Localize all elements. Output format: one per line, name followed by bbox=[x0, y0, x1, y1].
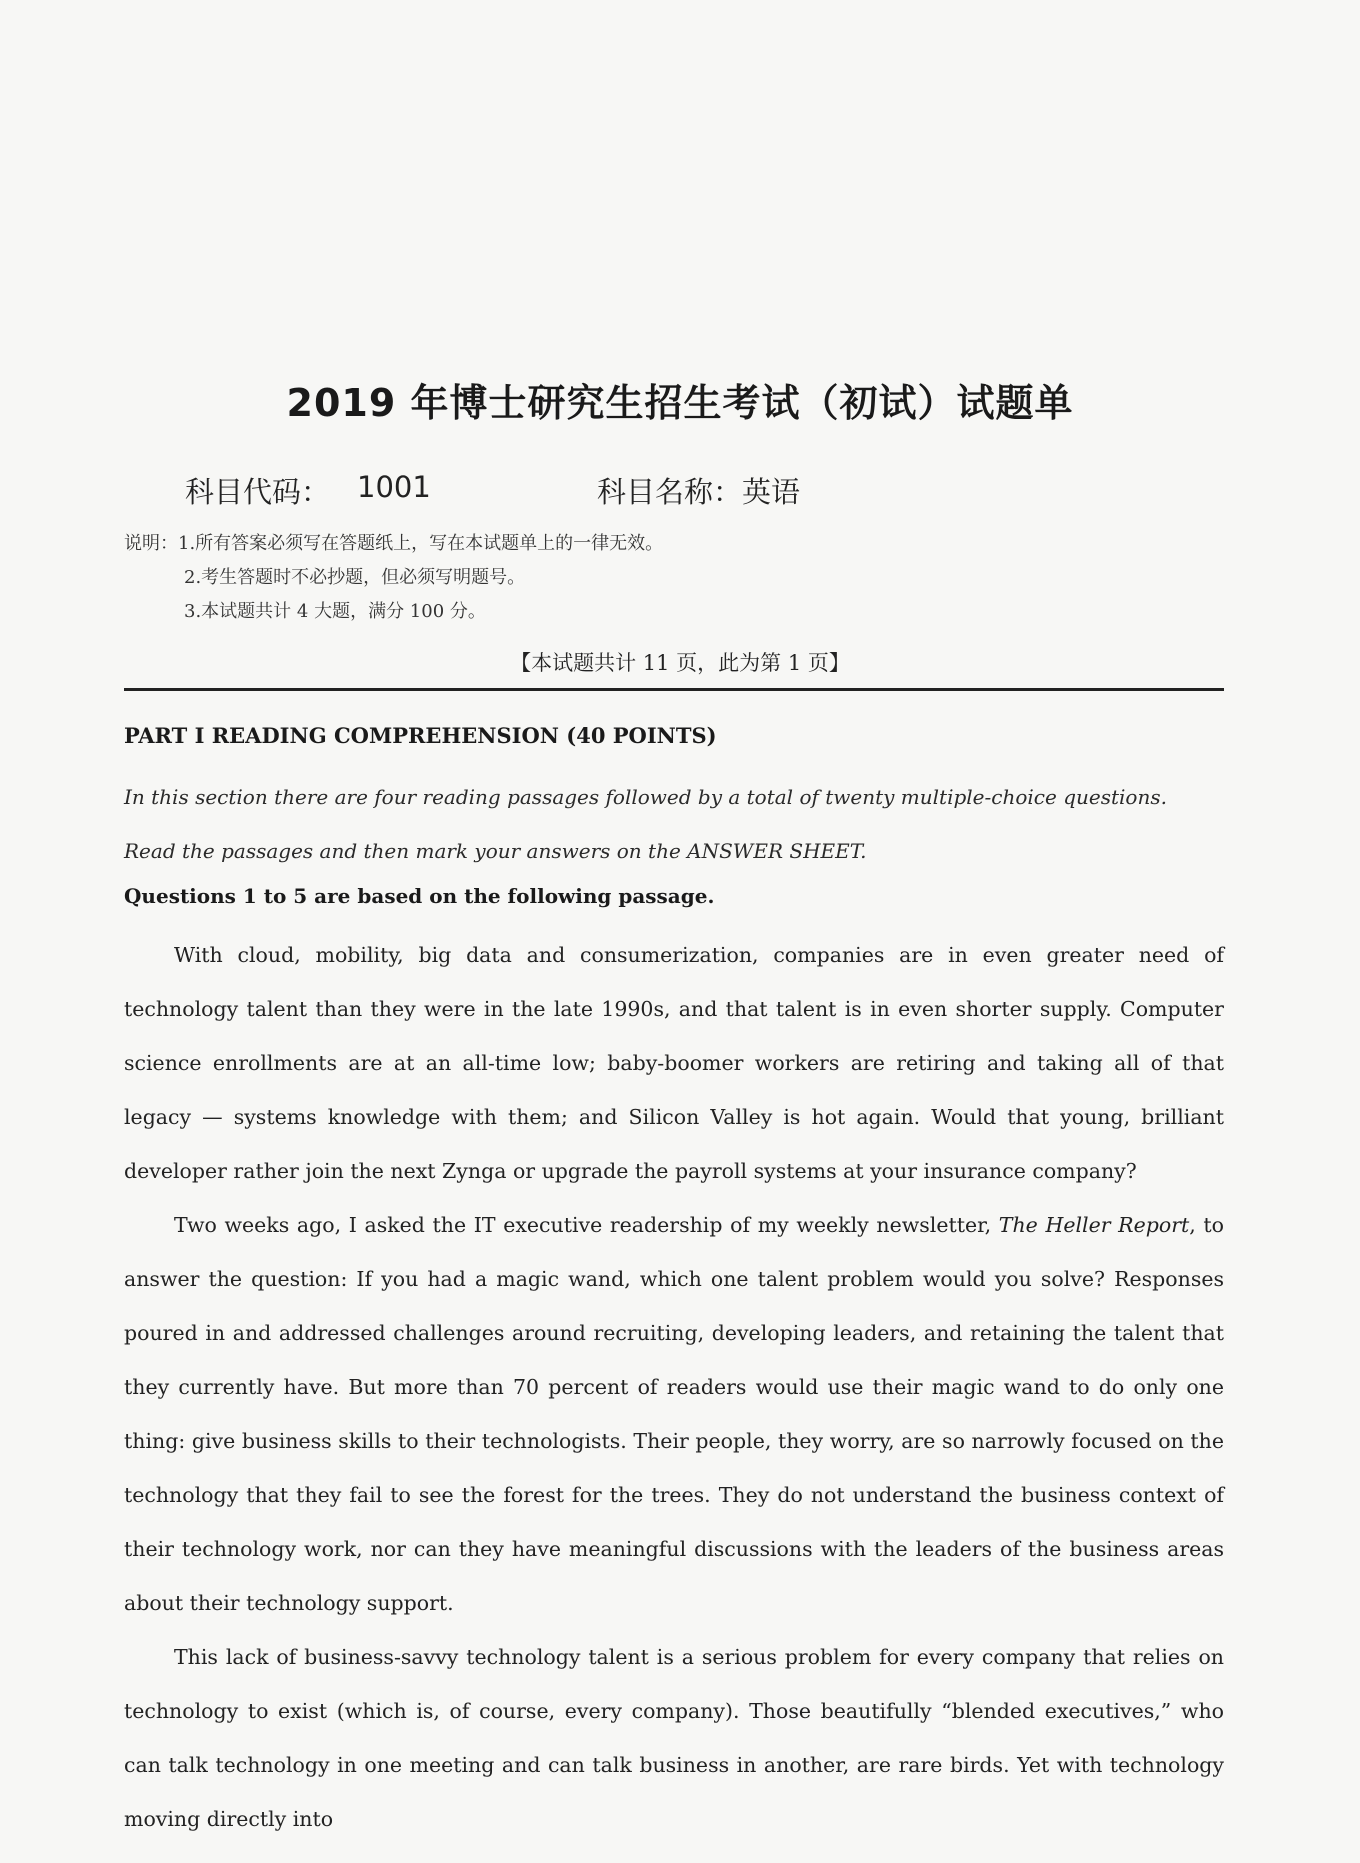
note-line-3: 3.本试题共计 4 大题，满分 100 分。 bbox=[184, 601, 486, 622]
part-heading: PART I READING COMPREHENSION (40 POINTS) bbox=[124, 723, 717, 748]
subject-code: 1001 bbox=[357, 470, 431, 504]
questions-heading: Questions 1 to 5 are based on the following passage. bbox=[124, 884, 715, 908]
newsletter-title: The Heller Report bbox=[998, 1213, 1190, 1237]
page-count-note: 【本试题共计 11 页，此为第 1 页】 bbox=[510, 651, 850, 675]
exam-title: 2019 年博士研究生招生考试（初试）试题单 bbox=[286, 381, 1074, 425]
passage-p2-start: Two weeks ago, I asked the IT executive readership of my weekly newsletter, bbox=[174, 1213, 999, 1237]
passage-paragraph-1: With cloud, mobility, big data and consumerization, companies are in even greater need of technology talent than they were in the late 1990s, and that talent is in even shorter supply. Computer science enrollments are at an all-time low; baby-boomer workers are retiring and taking all of that legacy — systems knowledge with them; and Silicon Valley is hot again. Would that young, brilliant developer rather join the next Zynga or upgrade the payroll systems at your insurance company? bbox=[124, 943, 1224, 1183]
note-line-2: 2.考生答题时不必抄题，但必须写明题号。 bbox=[184, 567, 526, 588]
note-line-1: 说明：1.所有答案必须写在答题纸上，写在本试题单上的一律无效。 bbox=[124, 533, 664, 554]
exam-notes bbox=[124, 527, 663, 629]
divider-rule bbox=[124, 688, 1224, 691]
subject-code-label: 科目代码： bbox=[185, 475, 331, 509]
passage-paragraph-2 bbox=[124, 1198, 1224, 1630]
subject-name: 科目名称：英语 bbox=[597, 475, 801, 509]
passage-p2-end: , to answer the question: If you had a magic wand, which one talent problem would you solve? Responses poured in and addressed challenges around recruiting, developing leaders, and retaining the talent that they currently have. But more than 70 percent of readers would use their magic wand to do only one thing: give business skills to their technologists. Their people, they worry, are so narrowly focused on the technology that they fail to see the forest for the trees. They do not understand the business context of their technology work, nor can they have meaningful discussions with the leaders of the business areas about their technology support. bbox=[124, 1213, 1224, 1615]
passage-paragraph-3: This lack of business-savvy technology talent is a serious problem for every company that relies on technology to exist (which is, of course, every company). Those beautifully “blended executives,” who can talk technology in one meeting and can talk business in another, are rare birds. Yet with technology moving directly into bbox=[124, 1645, 1224, 1831]
reading-passage bbox=[124, 928, 1224, 1846]
section-instructions: In this section there are four reading passages followed by a total of twenty multiple-choice questions. Read the passages and then mark your answers on the ANSWER SHEET. bbox=[124, 785, 1167, 863]
